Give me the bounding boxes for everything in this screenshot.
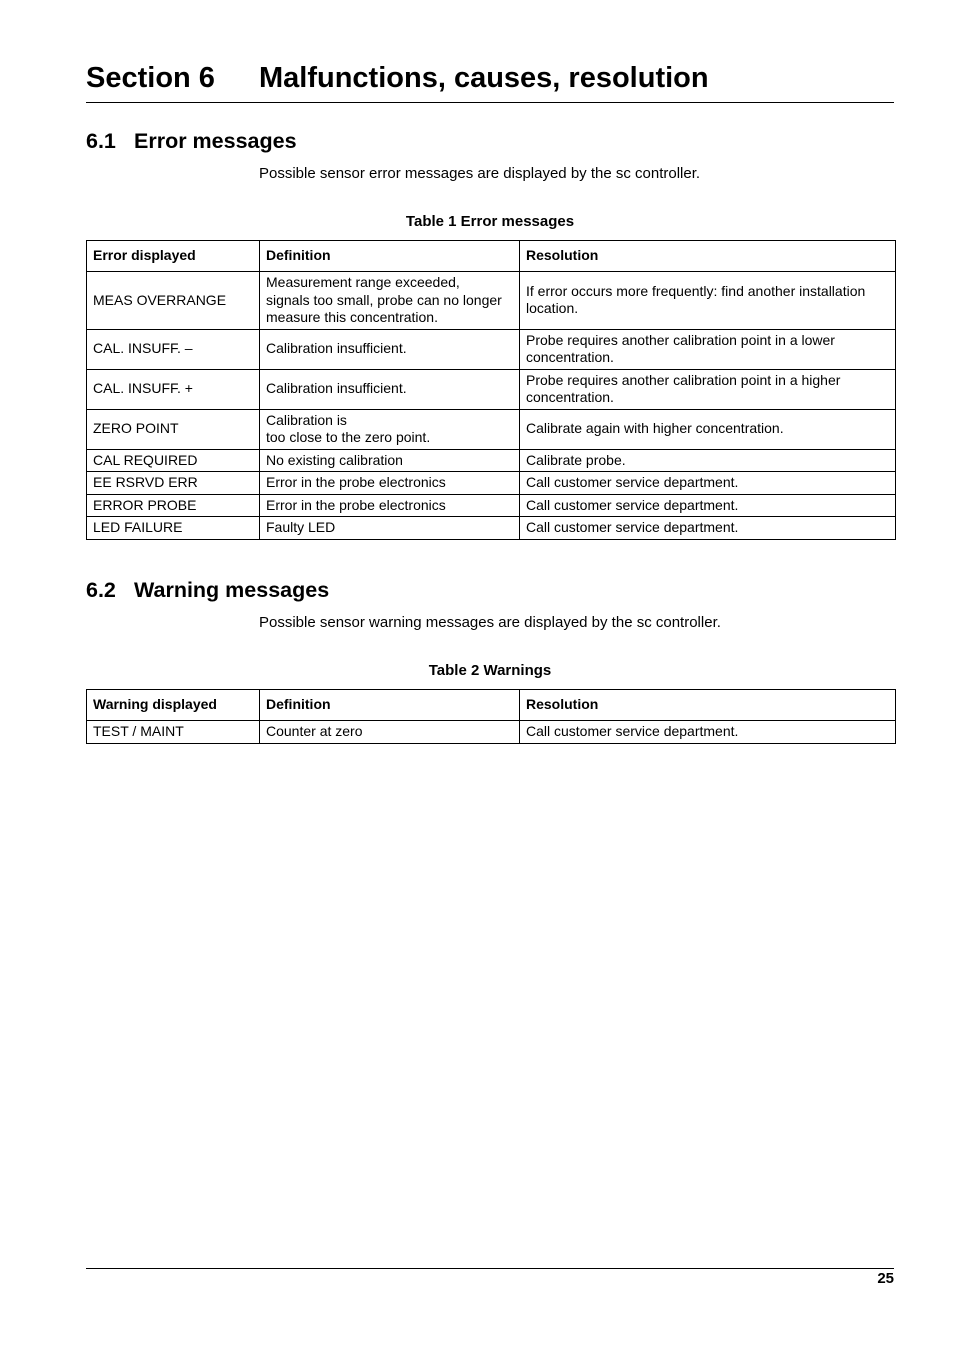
- error-messages-heading: [86, 127, 297, 155]
- section-title: Malfunctions, causes, resolution: [259, 62, 709, 94]
- table-header-row: [87, 690, 896, 721]
- resolution-cell: Probe requires another calibration point in a higher concentration.: [520, 369, 896, 409]
- definition-cell: No existing calibration: [260, 449, 520, 472]
- column-header-definition: Definition: [260, 690, 520, 721]
- resolution-cell: Call customer service department.: [520, 517, 896, 540]
- error-code-cell: ERROR PROBE: [87, 494, 260, 517]
- column-header-warning-displayed: Warning displayed: [87, 690, 260, 721]
- table-row: [87, 272, 896, 330]
- error-code-cell: EE RSRVD ERR: [87, 472, 260, 495]
- warning-heading-number: 6.2: [86, 578, 116, 602]
- definition-cell: Counter at zero: [260, 721, 520, 744]
- table-row: [87, 369, 896, 409]
- table-row: [87, 449, 896, 472]
- resolution-cell: Calibrate again with higher concentration.: [520, 409, 896, 449]
- table-row: [87, 409, 896, 449]
- table-header-row: [87, 241, 896, 272]
- error-messages-table: [86, 240, 896, 540]
- definition-cell: Calibration insufficient.: [260, 329, 520, 369]
- footer-divider: [86, 1268, 894, 1269]
- definition-cell: Measurement range exceeded, signals too small, probe can no longer measure this concentration.: [260, 272, 520, 330]
- error-code-cell: ZERO POINT: [87, 409, 260, 449]
- definition-cell: Calibration insufficient.: [260, 369, 520, 409]
- resolution-cell: Call customer service department.: [520, 494, 896, 517]
- table-row: [87, 721, 896, 744]
- table-row: [87, 329, 896, 369]
- resolution-cell: Calibrate probe.: [520, 449, 896, 472]
- table-row: [87, 472, 896, 495]
- warning-code-cell: TEST / MAINT: [87, 721, 260, 744]
- section-number: Section 6: [86, 62, 215, 94]
- error-heading-title: Error messages: [134, 129, 297, 153]
- definition-cell: Error in the probe electronics: [260, 494, 520, 517]
- warnings-table: [86, 689, 896, 744]
- column-header-definition: Definition: [260, 241, 520, 272]
- error-table-caption: Table 1 Error messages: [405, 213, 575, 230]
- page-number: 25: [877, 1270, 894, 1287]
- warning-heading-title: Warning messages: [134, 578, 330, 602]
- warning-intro-text: Possible sensor warning messages are displayed by the sc controller.: [259, 614, 721, 631]
- resolution-cell: Call customer service department.: [520, 472, 896, 495]
- section-header: [86, 58, 894, 103]
- error-code-cell: CAL. INSUFF. +: [87, 369, 260, 409]
- resolution-cell: Call customer service department.: [520, 721, 896, 744]
- error-intro-text: Possible sensor error messages are displayed by the sc controller.: [259, 165, 701, 182]
- table-row: [87, 517, 896, 540]
- column-header-error-displayed: Error displayed: [87, 241, 260, 272]
- definition-cell: Error in the probe electronics: [260, 472, 520, 495]
- definition-cell: Calibration is too close to the zero point.: [260, 409, 520, 449]
- warning-table-caption: Table 2 Warnings: [428, 662, 552, 679]
- table-row: [87, 494, 896, 517]
- error-code-cell: CAL REQUIRED: [87, 449, 260, 472]
- error-code-cell: MEAS OVERRANGE: [87, 272, 260, 330]
- resolution-cell: Probe requires another calibration point in a lower concentration.: [520, 329, 896, 369]
- column-header-resolution: Resolution: [520, 241, 896, 272]
- error-code-cell: CAL. INSUFF. –: [87, 329, 260, 369]
- error-heading-number: 6.1: [86, 129, 116, 153]
- definition-cell: Faulty LED: [260, 517, 520, 540]
- resolution-cell: If error occurs more frequently: find another installation location.: [520, 272, 896, 330]
- error-code-cell: LED FAILURE: [87, 517, 260, 540]
- warning-messages-heading: [86, 576, 329, 604]
- column-header-resolution: Resolution: [520, 690, 896, 721]
